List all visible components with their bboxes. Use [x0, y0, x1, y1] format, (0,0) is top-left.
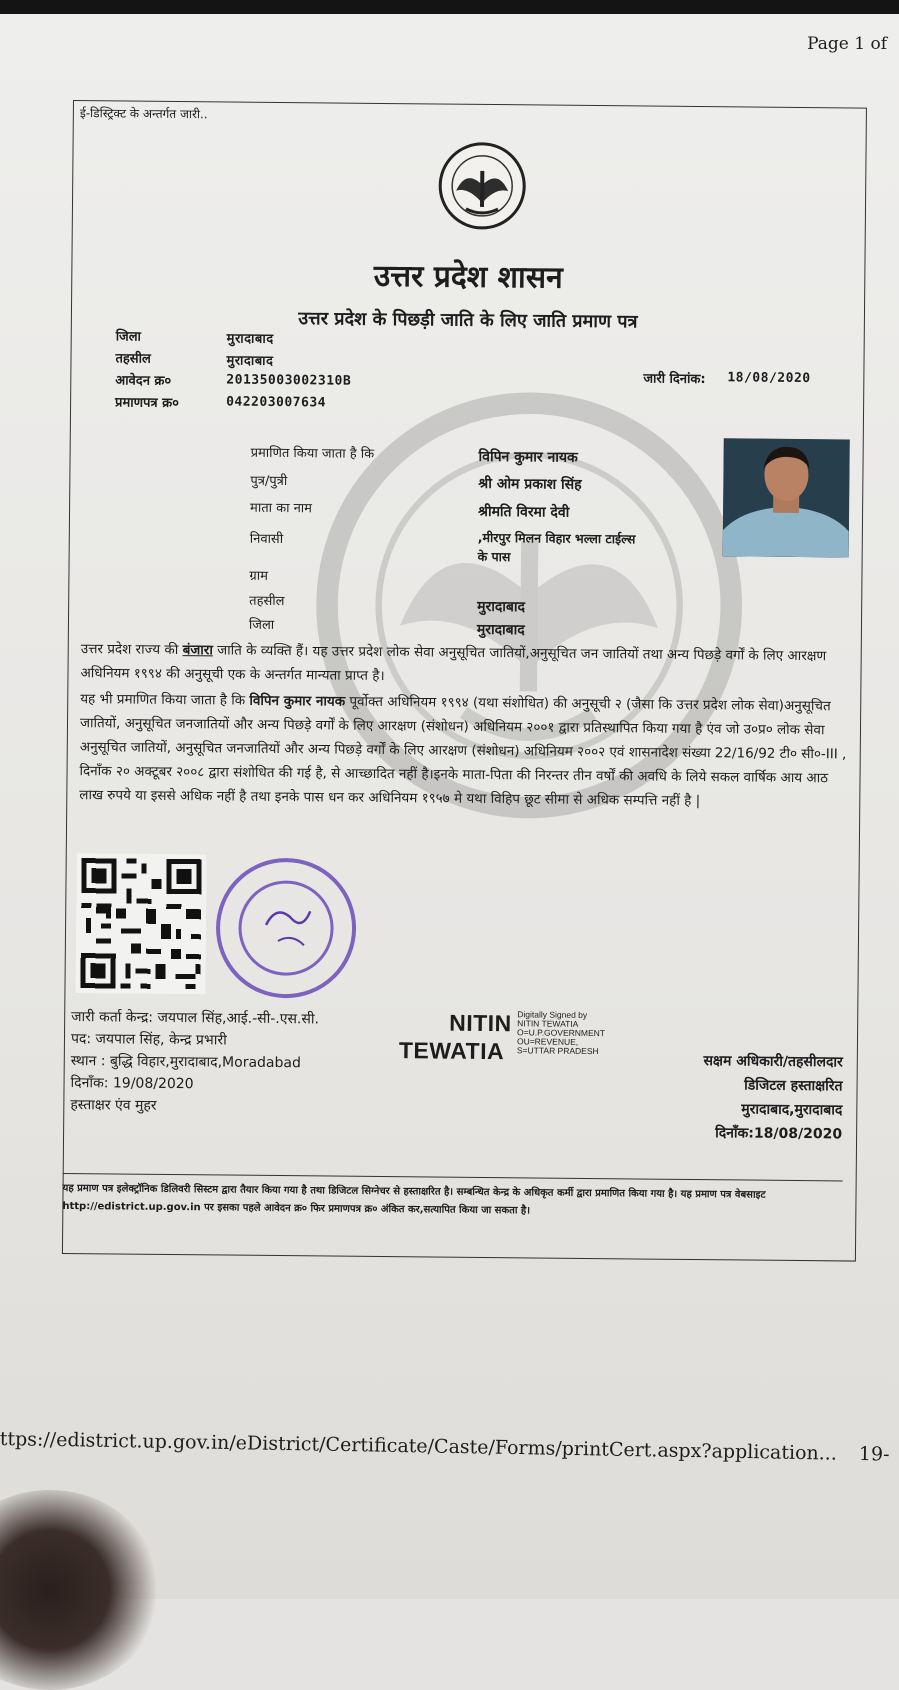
issuer-location: स्थान : बुद्धि विहार,मुरादाबाद,Moradabad	[70, 1053, 301, 1072]
certificate-number: 042203007634	[226, 394, 327, 411]
verification-footer-note: यह प्रमाण पत्र इलेक्ट्रॉनिक डिलिवरी सिस्टम द्वारा तैयार किया गया है तथा डिजिटल सिग्नेचर से हस्ताक्षरित है। सम्बन्धित केन्द्र के अधिकृत कर्मी द्वारा प्रमाणित किया गया है। यह प्रमाण पत्र वेबसाइट http://edistrict.up.gov.in पर इसका पहले आवेदन क्र० फिर प्रमाणपत्र क्र० अंकित कर,सत्यापित किया जा सकता है।	[62, 1173, 842, 1223]
para1-rest: जाति के व्यक्ति हैं। यह उत्तर प्रदेश लोक सेवा अनुसूचित जातियों,अनुसूचित जन जातियों तथा अन्य पिछड़े वर्गों के लिए आरक्षण अधिनियम १९९४ की अनुसूची एक के अन्तर्गत मान्यता प्राप्त है।	[80, 642, 827, 685]
address-line-2: के पास	[477, 548, 511, 565]
para2-rest: पूर्वोक्त अधिनियम १९९४ (यथा संशोधित) की अनुसूची २ (जैसा कि उत्तर प्रदेश लोक सेवा)अनुसूचित जातियों, अनुसूचित जनजातियों और अन्य पिछड़े वर्गों के लिए आरक्षण (संशोधन) अधिनियम २००१ द्वारा प्रतिस्थापित किया गया है एंव जो उ०प्र० लोक सेवा अनुसूचित जातियों, अनुसूचित जनजातियों और अन्य पिछड़े वर्गों के लिए आरक्षण (संशोधन) अधिनियम २००२ एवं शासनादेश संख्या 22/16/92 टी० सी०-III , दिनाँक २० अक्टूबर २००८ द्वारा संशोधित की गई है, से आच्छादित नहीं है।इनके माता-पिता की निरन्तर तीन वर्षों की अवधि के लिये सकल वार्षिक आय आठ लाख रुपये या इससे अधिक नहीं है तथा इनके पास धन कर अधिनियम १९५७ मे यथा विहिप छूट सीमा से अधिक सम्पत्ति नहीं है |	[79, 693, 847, 810]
signature-and-seal-label: हस्ताक्षर एंव मुहर	[70, 1097, 157, 1114]
district-label: जिला	[115, 329, 142, 345]
ds-line-1: Digitally Signed by	[517, 1009, 588, 1020]
mother-name: श्रीमति विरमा देवी	[477, 503, 570, 521]
purple-seal-stamp-icon	[205, 852, 366, 1004]
certificate-frame	[62, 100, 867, 1262]
up-government-emblem-icon	[430, 140, 535, 231]
issue-date-value: 18/08/2020	[727, 370, 811, 387]
para2-intro: यह भी प्रमाणित किया जाता है कि	[80, 691, 250, 709]
print-url: ttps://edistrict.up.gov.in/eDistrict/Certificate/Caste/Forms/printCert.aspx?application...	[0, 1428, 838, 1465]
holder-photo	[723, 438, 850, 557]
issuer-date: दिनाँक: 19/08/2020	[70, 1075, 194, 1093]
district-value: मुरादाबाद	[226, 331, 274, 347]
officer-location: मुरादाबाद,मुरादाबाद	[741, 1101, 843, 1119]
holder-name: विपिन कुमार नायक	[478, 448, 578, 466]
certificate-number-label: प्रमाणपत्र क्र०	[115, 395, 179, 412]
caste-statement-paragraph	[80, 637, 848, 692]
caste-name: बंजारा	[182, 642, 213, 659]
digital-signer-last-name: TEWATIA	[398, 1037, 505, 1065]
certificate-title: उत्तर प्रदेश शासन	[373, 258, 563, 296]
application-label: आवेदन क्र०	[115, 373, 172, 389]
authorized-officer-block	[703, 1049, 843, 1146]
field-label-tehsil: तहसील	[249, 593, 285, 610]
ds-line-2: NITIN TEWATIA	[517, 1018, 579, 1029]
issue-date-label: जारी दिनांक:	[643, 371, 706, 388]
top-note: ई-डिस्ट्रिक्ट के अन्तर्गत जारी..	[79, 106, 208, 122]
top-dark-border	[0, 0, 899, 14]
field-label-mother: माता का नाम	[250, 500, 313, 517]
ds-line-4: OU=REVENUE,	[516, 1036, 579, 1047]
field-label-district: जिला	[248, 617, 275, 633]
tehsil-detail-value: मुरादाबाद	[477, 598, 526, 616]
field-label-village: ग्राम	[249, 568, 268, 584]
exclusion-statement-paragraph	[79, 687, 848, 814]
field-label-resident: निवासी	[249, 531, 284, 548]
officer-title: सक्षम अधिकारी/तहसीलदार	[703, 1053, 843, 1071]
digital-signature-details	[517, 1010, 605, 1056]
para1-intro: उत्तर प्रदेश राज्य की	[80, 641, 183, 659]
father-name: श्री ओम प्रकाश सिंह	[478, 475, 582, 493]
person-photo-icon	[723, 438, 850, 557]
para2-holder-name: विपिन कुमार नायक	[249, 692, 346, 710]
tehsil-value: मुरादाबाद	[226, 353, 274, 369]
page-number: Page 1 of	[807, 34, 887, 54]
officer-digital-signed: डिजिटल हस्ताक्षरित	[744, 1077, 843, 1095]
district-detail-value: मुरादाबाद	[476, 621, 525, 639]
address-line-1: ,मीरपुर मिलन विहार भल्ला टाईल्स	[477, 529, 636, 547]
digital-signer-first-name: NITIN	[449, 1009, 512, 1037]
field-label-certified: प्रमाणित किया जाता है कि	[250, 445, 375, 462]
issuer-designation: पद: जयपाल सिंह, केन्द्र प्रभारी	[70, 1031, 227, 1049]
certificate-subtitle: उत्तर प्रदेश के पिछड़ी जाति के लिए जाति प्रमाण पत्र	[298, 308, 638, 333]
qr-code-icon	[75, 853, 206, 994]
print-date-fragment: 19-	[858, 1442, 890, 1466]
ds-line-5: S=UTTAR PRADESH	[516, 1045, 599, 1057]
application-number: 20135003002310B	[226, 372, 352, 389]
field-label-son-daughter: पुत्र/पुत्री	[250, 473, 288, 490]
tehsil-label: तहसील	[115, 351, 151, 367]
officer-date: दिनाँक:18/08/2020	[715, 1125, 843, 1143]
issuing-center: जारी कर्ता केन्द्र: जयपाल सिंह,आई.-सी-.एस.सी.	[71, 1009, 320, 1028]
ds-line-3: O=U.P.GOVERNMENT	[517, 1027, 606, 1039]
